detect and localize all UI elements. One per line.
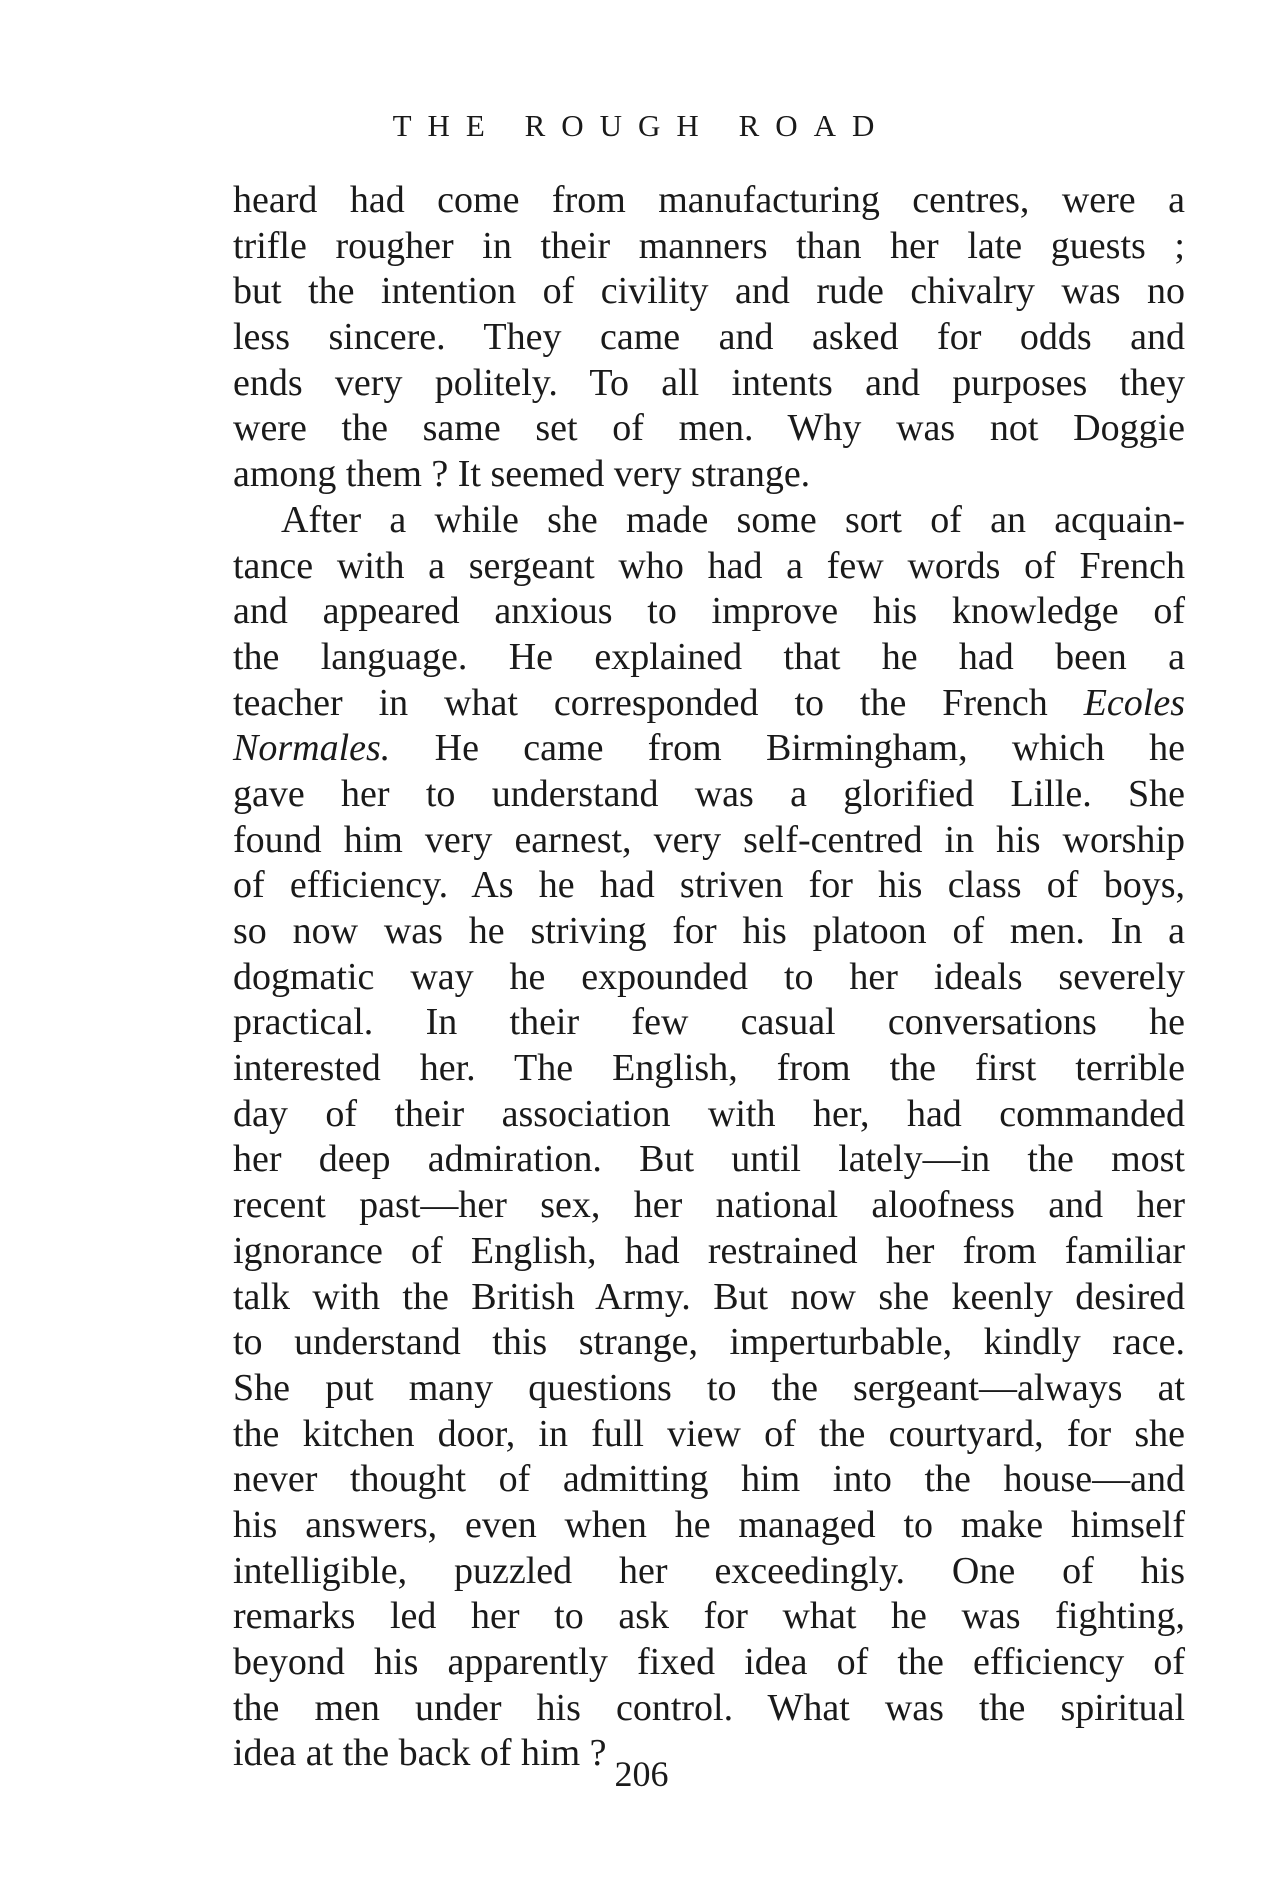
paragraph-2 xyxy=(233,498,1185,1777)
text-line: idea at the back of him ? xyxy=(233,1732,607,1775)
text-line: interested her. The English, from the first terrible xyxy=(233,1047,1185,1090)
text-line: recent past—her sex, her national aloofness and her xyxy=(233,1184,1185,1227)
text-line: gave her to understand was a glorified Lille. She xyxy=(233,772,1185,815)
text-line: never thought of admitting him into the house—and xyxy=(233,1458,1185,1501)
text-line: found him very earnest, very self-centred in his worship xyxy=(233,818,1185,861)
text-line: tance with a sergeant who had a few words of French xyxy=(233,544,1185,587)
paragraph-1 xyxy=(233,178,1185,498)
running-head xyxy=(0,106,1283,146)
italic-term: Ecoles xyxy=(1083,681,1185,724)
text-line-part: He came from Birmingham, which he xyxy=(390,727,1185,770)
text-line: the kitchen door, in full view of the courtyard, for she xyxy=(233,1412,1185,1455)
text-line: talk with the British Army. But now she keenly desired xyxy=(233,1275,1185,1318)
text-line: the men under his control. What was the spiritual xyxy=(233,1686,1185,1729)
text-line: dogmatic way he expounded to her ideals severely xyxy=(233,955,1185,998)
text-line: day of their association with her, had commanded xyxy=(233,1092,1185,1135)
running-head-text: THE ROUGH ROAD xyxy=(392,108,891,143)
text-line-part: teacher in what corresponded to the French xyxy=(233,681,1084,724)
text-line: trifle rougher in their manners than her late guests ; xyxy=(233,224,1185,267)
text-line: practical. In their few casual conversations he xyxy=(233,1001,1185,1044)
text-line: She put many questions to the sergeant—always at xyxy=(233,1366,1185,1409)
text-line: so now was he striving for his platoon of men. In a xyxy=(233,910,1185,952)
text-line: heard had come from manufacturing centres, were a xyxy=(233,179,1185,221)
text-line: among them ? It seemed very strange. xyxy=(233,453,811,496)
body-text xyxy=(233,178,1185,1777)
text-line: intelligible, puzzled her exceedingly. One of his xyxy=(233,1549,1185,1592)
text-line: less sincere. They came and asked for odds and xyxy=(233,316,1185,359)
text-line: her deep admiration. But until lately—in the most xyxy=(233,1138,1185,1181)
text-line: and appeared anxious to improve his knowledge of xyxy=(233,590,1185,633)
text-line-with-italic xyxy=(233,726,1185,772)
text-line: ends very politely. To all intents and purposes they xyxy=(233,361,1185,404)
text-line: beyond his apparently fixed idea of the efficiency of xyxy=(233,1641,1185,1683)
text-line-with-italic xyxy=(233,681,1185,727)
text-line: remarks led her to ask for what he was fighting, xyxy=(233,1595,1185,1638)
italic-term: Normales. xyxy=(233,727,391,770)
text-line: his answers, even when he managed to make himself xyxy=(233,1503,1185,1546)
page-number: 206 xyxy=(614,1754,669,1794)
text-line: to understand this strange, imperturbable, kindly race. xyxy=(233,1321,1185,1364)
text-line: After a while she made some sort of an acquain- xyxy=(281,498,1185,541)
text-line: of efficiency. As he had striven for his class of boys, xyxy=(233,864,1185,907)
text-line: were the same set of men. Why was not Doggie xyxy=(233,407,1185,450)
text-line: but the intention of civility and rude chivalry was no xyxy=(233,270,1185,313)
text-line: the language. He explained that he had been a xyxy=(233,635,1185,678)
text-line: ignorance of English, had restrained her from familiar xyxy=(233,1229,1185,1272)
